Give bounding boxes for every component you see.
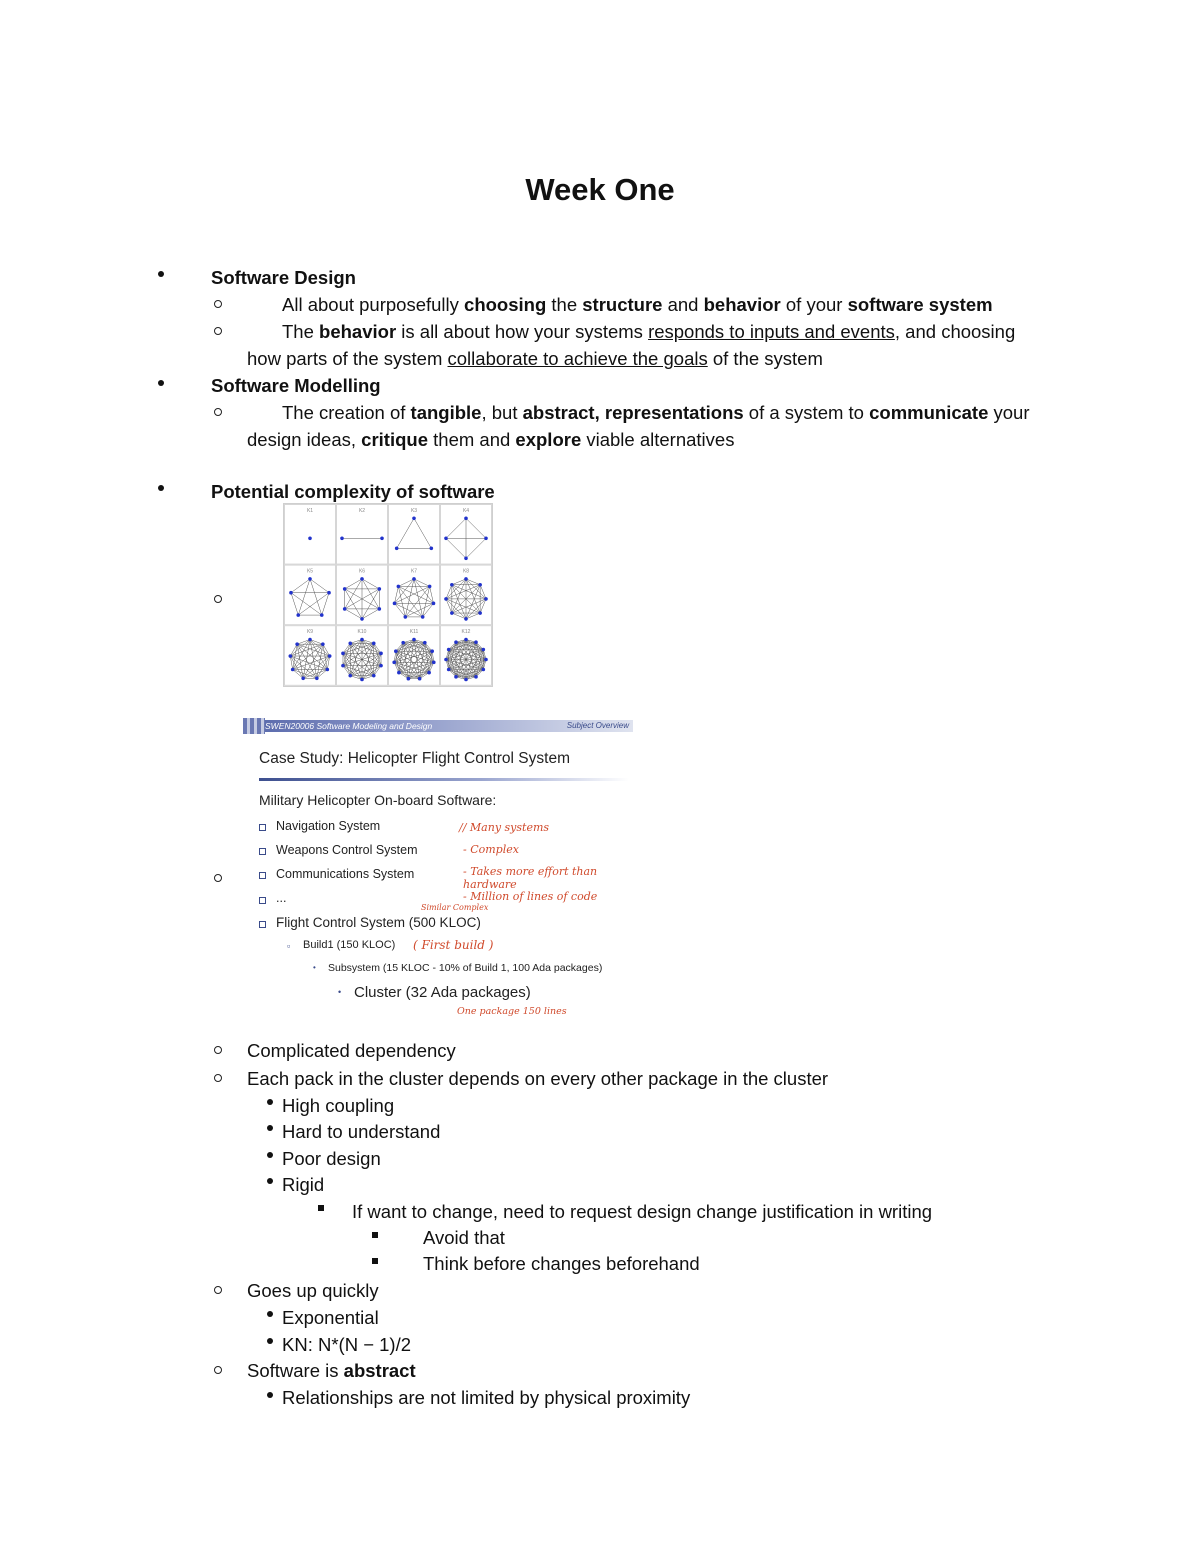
graph-vertex: [343, 587, 347, 591]
graph-vertex: [401, 641, 405, 645]
slide-item: Navigation System: [276, 819, 381, 833]
graph-label: K8: [462, 568, 470, 575]
graph-vertex: [341, 664, 345, 668]
complete-graphs-image: [283, 503, 493, 687]
graph-vertex: [450, 611, 454, 615]
design-point-1: All about purposefully choosing the structure and behavior of your software system: [282, 294, 993, 315]
slide-header-right: Subject Overview: [566, 721, 629, 730]
graph-vertex: [418, 677, 422, 681]
graph-vertex: [484, 597, 488, 601]
graph-vertex: [397, 585, 401, 589]
graph-vertex: [372, 642, 376, 646]
graph-vertex: [393, 602, 397, 606]
graph-vertex: [360, 617, 364, 621]
graph-vertex: [484, 658, 488, 662]
graph-vertex: [464, 678, 468, 682]
checkbox-icon: [259, 872, 266, 879]
rigid: Rigid: [282, 1174, 325, 1195]
bullet-dot: [158, 271, 164, 277]
handwritten-note: Similar Complex: [421, 903, 489, 912]
small-bullet-icon: •: [338, 987, 342, 997]
graph-vertex: [327, 591, 331, 595]
slide-subsystem: Subsystem (15 KLOC - 10% of Build 1, 100 Ada packages): [328, 962, 603, 974]
checkbox-icon: [259, 824, 266, 831]
graph-vertex: [404, 615, 408, 619]
graph-vertex: [428, 585, 432, 589]
graph-vertex: [372, 674, 376, 678]
graph-vertex: [360, 577, 364, 581]
bullet-circle: [214, 1074, 222, 1082]
bullet-dot: [158, 380, 164, 386]
graph-vertex: [430, 547, 434, 551]
heading-software-design: Software Design: [211, 267, 356, 288]
graph-vertex: [295, 642, 299, 646]
slide-title: Case Study: Helicopter Flight Control System: [259, 750, 570, 767]
checkbox-icon: [259, 848, 266, 855]
slide-header-text: SWEN20006 Software Modeling and Design: [265, 721, 433, 731]
think-before: Think before changes beforehand: [423, 1253, 700, 1274]
graph-vertex: [291, 668, 295, 672]
handwritten-note: - Complex: [463, 843, 519, 856]
bullet-dot: [158, 485, 164, 491]
case-study-slide: [243, 712, 643, 1030]
bullet-dot: [267, 1338, 273, 1344]
slide-item: Communications System: [276, 867, 415, 881]
bullet-dot: [267, 1125, 273, 1131]
graph-label: K11: [409, 629, 419, 636]
graph-vertex: [379, 664, 383, 668]
handwritten-note: One package 150 lines: [457, 1006, 567, 1017]
avoid-that: Avoid that: [423, 1227, 505, 1248]
software-is-abstract: Software is abstract: [247, 1360, 416, 1381]
graph-vertex: [432, 602, 436, 606]
modelling-point-1a: The creation of tangible, but abstract, representations of a system to communicate your: [282, 402, 1030, 423]
graph-vertex: [464, 517, 468, 521]
graph-vertex: [450, 583, 454, 587]
graph-vertex: [289, 591, 293, 595]
graph-vertex: [464, 617, 468, 621]
exponential: Exponential: [282, 1307, 379, 1328]
bullet-square: [372, 1258, 378, 1264]
graph-vertex: [341, 652, 345, 656]
graph-vertex: [301, 676, 305, 680]
graph-vertex: [340, 537, 344, 541]
graph-vertex: [478, 611, 482, 615]
graph-label: K5: [306, 568, 314, 575]
bullet-circle: [214, 595, 222, 603]
graph-vertex: [392, 661, 396, 665]
graph-vertex: [423, 641, 427, 645]
graph-vertex: [478, 583, 482, 587]
bullet-dot: [267, 1178, 273, 1184]
each-pack-text: Each pack in the cluster depends on every other package in the cluster: [247, 1068, 829, 1089]
handwritten-note: - Takes more effort than hardware: [463, 865, 598, 891]
graph-vertex: [407, 677, 411, 681]
graph-label: K9: [306, 629, 314, 636]
graph-vertex: [474, 640, 478, 644]
bullet-circle: [214, 1366, 222, 1374]
graph-vertex: [464, 557, 468, 561]
graph-vertex: [484, 537, 488, 541]
graph-vertex: [326, 668, 330, 672]
complicated-dependency: Complicated dependency: [247, 1040, 456, 1061]
graph-vertex: [380, 537, 384, 541]
slide-item: Weapons Control System: [276, 843, 418, 857]
graph-vertex: [412, 577, 416, 581]
graph-vertex: [308, 638, 312, 642]
checkbox-icon: [259, 921, 266, 928]
graph-vertex: [315, 676, 319, 680]
graph-vertex: [320, 613, 324, 617]
bullet-circle: [214, 327, 222, 335]
graph-vertex: [397, 671, 401, 675]
graph-vertex: [289, 654, 293, 658]
bullet-circle: [214, 1046, 222, 1054]
slide-item: Flight Control System (500 KLOC): [276, 915, 481, 930]
small-bullet-icon: •: [313, 963, 316, 972]
graph-vertex: [464, 638, 468, 642]
design-point-2a: The behavior is all about how your systems responds to inputs and events, and choosing: [282, 321, 1016, 342]
small-box-icon: ▫: [287, 941, 291, 951]
if-want-to-change: If want to change, need to request design change justification in writing: [352, 1201, 933, 1222]
handwritten-note: // Many systems: [459, 821, 550, 834]
poor-design: Poor design: [282, 1148, 381, 1169]
graph-vertex: [444, 658, 448, 662]
bullet-circle: [214, 874, 222, 882]
graph-label: K2: [358, 508, 366, 514]
bullet-circle: [214, 408, 222, 416]
graph-vertex: [447, 648, 451, 652]
slide-rule: [259, 778, 629, 781]
graph-vertex: [454, 640, 458, 644]
graph-label: K3: [410, 508, 418, 514]
modelling-point-1b: design ideas, critique them and explore viable alternatives: [247, 429, 735, 450]
graph-vertex: [482, 668, 486, 672]
handwritten-note: - Million of lines of code: [463, 890, 598, 903]
complete-graphs-svg: [284, 504, 492, 686]
goes-up-quickly: Goes up quickly: [247, 1280, 379, 1301]
graph-vertex: [378, 607, 382, 611]
graph-vertex: [360, 678, 364, 682]
graph-vertex: [412, 638, 416, 642]
design-point-2b: how parts of the system collaborate to achieve the goals of the system: [247, 348, 823, 369]
bullet-dot: [267, 1152, 273, 1158]
graph-vertex: [308, 577, 312, 581]
hard-to-understand: Hard to understand: [282, 1121, 441, 1142]
bullet-circle: [214, 300, 222, 308]
slide-build: Build1 (150 KLOC): [303, 939, 396, 951]
graph-vertex: [427, 671, 431, 675]
graph-vertex: [444, 597, 448, 601]
graph-vertex: [379, 652, 383, 656]
graph-vertex: [394, 649, 398, 653]
handwritten-note: ( First build ): [413, 938, 494, 952]
bullet-square: [372, 1232, 378, 1238]
graph-vertex: [474, 675, 478, 679]
high-coupling: High coupling: [282, 1095, 395, 1116]
graph-vertex: [412, 517, 416, 521]
bullet-dot: [267, 1392, 273, 1398]
graph-vertex: [395, 547, 399, 551]
slide-header-pattern: [243, 718, 265, 734]
graph-label: K12: [461, 629, 471, 636]
graph-vertex: [343, 607, 347, 611]
bullet-circle: [214, 1286, 222, 1294]
graph-vertex: [321, 642, 325, 646]
graph-vertex: [482, 648, 486, 652]
graph-vertex: [444, 537, 448, 541]
graph-label: K1: [306, 508, 314, 514]
graph-label: K7: [410, 568, 418, 575]
bullet-square: [318, 1205, 324, 1211]
graph-vertex: [348, 642, 352, 646]
slide-cluster: Cluster (32 Ada packages): [354, 984, 531, 1001]
slide-subtitle: Military Helicopter On-board Software:: [259, 792, 497, 808]
page-title: Week One: [525, 172, 675, 207]
graph-vertex: [308, 537, 312, 541]
graph-label: K6: [358, 568, 366, 575]
graph-vertex: [328, 654, 332, 658]
graph-vertex: [360, 638, 364, 642]
graph-vertex: [421, 615, 425, 619]
heading-software-modelling: Software Modelling: [211, 375, 381, 396]
graph-vertex: [430, 649, 434, 653]
graph-vertex: [447, 668, 451, 672]
graph-label: K10: [357, 629, 367, 636]
checkbox-icon: [259, 897, 266, 904]
slide-item: ...: [276, 891, 287, 905]
heading-complexity: Potential complexity of software: [211, 481, 495, 502]
graph-vertex: [464, 577, 468, 581]
bullet-dot: [267, 1311, 273, 1317]
bullet-dot: [267, 1099, 273, 1105]
relationships-text: Relationships are not limited by physical proximity: [282, 1387, 691, 1408]
graph-vertex: [454, 675, 458, 679]
graph-vertex: [296, 613, 300, 617]
kn-formula: KN: N*(N − 1)/2: [282, 1334, 412, 1355]
graph-vertex: [348, 674, 352, 678]
graph-vertex: [432, 661, 436, 665]
graph-label: K4: [462, 508, 470, 514]
graph-vertex: [378, 587, 382, 591]
